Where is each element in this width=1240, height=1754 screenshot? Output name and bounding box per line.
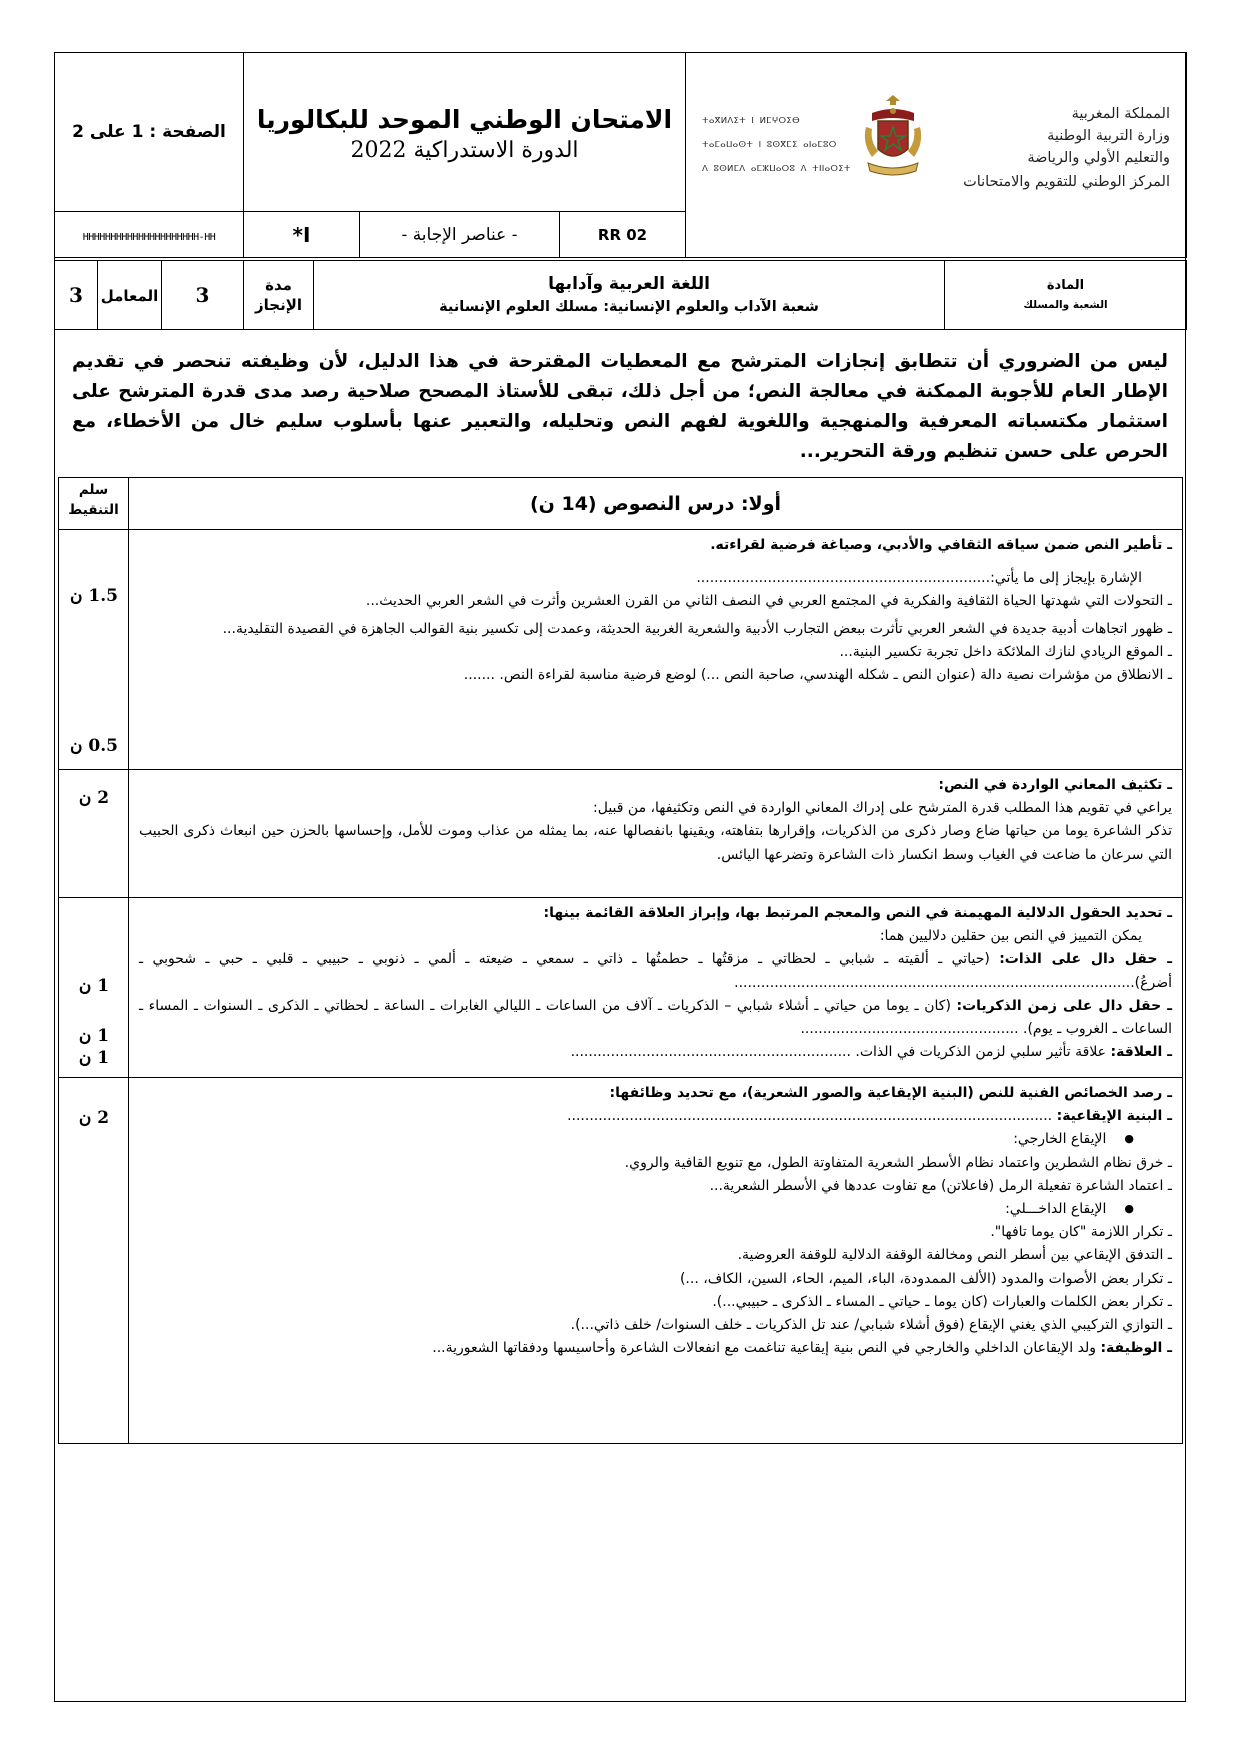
subject-branch: شعبة الآداب والعلوم الإنسانية: مسلك العلوم الإنسانية: [439, 298, 819, 315]
score-cell: [59, 1078, 129, 1444]
answer-block-context: [129, 530, 1183, 770]
field-text: علاقة تأثير سلبي لزمن الذكريات في الذات. ...............................................................: [570, 1044, 1111, 1061]
coefficient-label: المعامل: [100, 286, 159, 305]
exam-code: HHHHHHHHHHHHHHHHHHHHH-HH: [82, 232, 216, 243]
answer-line: [139, 948, 1172, 994]
field-text: (كان ـ يوما من حياتي ـ أشلاء شبابي – الذكريات ـ آلاف من الساعات ـ الليالي الغابرات ـ الساعة ـ لحظاتي ـ الذكرى ـ السنوات ـ المساء ـ الساعات ـ الغروب ـ يوم). .................................................: [139, 997, 1172, 1038]
answer-block-artistic: [129, 1078, 1183, 1444]
answer-elements-label: - عناصر الإجابة -: [401, 224, 518, 245]
ministry-logo-cell: [686, 53, 1187, 258]
score-value: 1 ن: [78, 1048, 110, 1068]
answer-line: ـ الموقع الريادي لنازك الملائكة داخل تجربة تكسير البنية...: [839, 643, 1172, 660]
score-value: 1 ن: [78, 1026, 110, 1046]
ministry-line: والتعليم الأولي والرياضة: [1027, 150, 1170, 166]
field-label: ـ العلاقة:: [1110, 1044, 1172, 1061]
subject-code: RR 02: [597, 226, 648, 244]
exam-header: [54, 52, 1187, 258]
ministry-line: المركز الوطني للتقويم والامتحانات: [963, 174, 1170, 190]
branch-label: الشعبة والمسلك: [1023, 299, 1108, 311]
field-text: .............................................................................................................: [567, 1108, 1057, 1125]
score-cell: [59, 770, 129, 898]
score-header-line: سلم: [78, 482, 109, 498]
page-number-cell: [55, 53, 244, 212]
ministry-line: وزارة التربية الوطنية: [1047, 128, 1170, 144]
answer-line: ـ الانطلاق من مؤشرات نصية دالة (عنوان النص ـ شكله الهندسي، صاحبة النص ...) لوضع فرضية مناسبة لقراءة النص. .......: [463, 667, 1172, 684]
tifinagh-line: ⵜⴰⵎⴰⵡⴰⵙⵜ ⵏ ⵓⵙⴳⵎⵉ ⴰⵏⴰⵎⵓⵔ: [702, 140, 837, 150]
answer-line: ● الإيقاع الخارجي:: [139, 1128, 1172, 1151]
answer-line: ـ خرق نظام الشطرين واعتماد نظام الأسطر الشعرية المتفاوتة الطول، مع تنويع القافية والروي.: [624, 1154, 1172, 1171]
coat-of-arms-icon: [858, 91, 928, 183]
answer-line: ـ اعتماد الشاعرة تفعيلة الرمل (فاعلاتن) مع تفاوت عددها في الأسطر الشعرية...: [709, 1177, 1172, 1194]
duration-label: مدة: [265, 275, 292, 294]
exam-title-cell: [244, 53, 686, 212]
tifinagh-line: ⴷ ⵓⵙⵍⵎⴷ ⴰⵎⵣⵡⴰⵔⵓ ⴷ ⵜⵏⵏⴰⵔⵉⵜ: [702, 164, 851, 174]
field-label: ـ الوظيفة:: [1100, 1340, 1172, 1357]
duration-label-2: الإنجاز: [254, 296, 303, 314]
block-title: ـ تحديد الحقول الدلالية المهيمنة في النص والمعجم المرتبط بها، وإبراز العلاقة القائمة بينها:: [543, 905, 1172, 921]
block-title: ـ تكثيف المعاني الواردة في النص:: [938, 777, 1172, 793]
answer-line: يراعي في تقويم هذا المطلب قدرة المترشح على إدراك المعاني الواردة في النص وتكثيفها، من قبيل:: [593, 800, 1172, 817]
score-value: 1 ن: [78, 976, 110, 996]
score-value: 0.5 ن: [70, 736, 118, 756]
answer-block-semantic-fields: [129, 898, 1183, 1078]
exam-session: الدورة الاستدراكية 2022: [350, 138, 579, 164]
field-label: المادة: [1046, 277, 1085, 293]
subject-code-cell: [560, 212, 686, 258]
score-cell: [59, 898, 129, 1078]
field-label: ـ البنية الإيقاعية:: [1056, 1108, 1172, 1125]
tifinagh-line: ⵜⴰⴳⵍⴷⵉⵜ ⵏ ⵍⵎⵖⵔⵉⴱ: [702, 116, 800, 126]
duration-label-cell: [244, 261, 314, 330]
score-value: 1.5 ن: [70, 586, 118, 606]
field-label: ـ حقل دال على الذات:: [999, 951, 1172, 968]
answer-line: ● الإيقاع الداخـــلي:: [139, 1198, 1172, 1221]
answer-line: ـ تكرار اللازمة "كان يوما تافها".: [990, 1224, 1172, 1241]
exam-title: الامتحان الوطني الموحد للبكالوريا: [256, 104, 673, 134]
score-value: 2 ن: [78, 1108, 110, 1128]
score-value: 2 ن: [78, 788, 110, 808]
score-header-line: التنقيط: [68, 502, 119, 518]
coefficient-value-cell: [55, 261, 98, 330]
answer-line: [139, 995, 1172, 1041]
score-header: [59, 478, 129, 530]
subject-info: [54, 260, 1187, 330]
answer-line: ـ التوازي التركيبي الذي يغني الإيقاع (فوق أشلاء شبابي/ عند تل الذكريات ـ خلف السنوات/ خلف ذاتي...).: [570, 1317, 1172, 1334]
field-text: (حياتي ـ ألقيته ـ شبابي ـ لحظاتي ـ مزقتُها ـ حطمتُها ـ ذاتي ـ سمعي ـ ضيعته ـ ألمي ـ ذنوبي ـ حبيبي ـ قلبي ـ حبي ـ شحوبي ـ أضرعُ)..........................................................................................: [139, 951, 1172, 991]
field-text: ولد الإيقاعان الداخلي والخارجي في النص بنية إيقاعية تناغمت مع انفعالات الشاعرة وأحاسيسها ودفقاتها الشعورية...: [432, 1340, 1101, 1357]
section-title: أولا: درس النصوص (14 ن): [129, 478, 1183, 530]
ministry-block: [963, 103, 1170, 193]
answer-line: [139, 1041, 1172, 1064]
answer-line: ـ التحولات التي شهدتها الحياة الثقافية والفكرية في المجتمع العربي في النصف الثاني من القرن العشرين وأثرت في الشعر العربي الحديث...: [365, 593, 1172, 610]
block-title: ـ رصد الخصائص الفنية للنص (البنية الإيقاعية والصور الشعرية)، مع تحديد وظائفها:: [609, 1085, 1172, 1101]
page-number: الصفحة : 1 على 2: [72, 122, 226, 142]
tifinagh-block: [702, 109, 851, 181]
field-label: ـ حقل دال على زمن الذكريات:: [956, 997, 1173, 1014]
ministry-line: المملكة المغربية: [1071, 106, 1170, 122]
answer-line: يمكن التمييز في النص بين حقلين دلاليين هما:: [879, 928, 1142, 945]
subject-name: اللغة العربية وآدابها: [548, 274, 710, 295]
answer-block-meanings: [129, 770, 1183, 898]
answer-line: تذكر الشاعرة يوما من حياتها ضاع وصار ذكرى من الذكريات، وإقرارها بتفاهته، ويقينها بانفصالها عنه، بما يمثله من عذاب وموت للأمل، وإحساسها بالحزن حين انبعاث ذكرى الحبيب التي سرعان ما ضاعت في الغياب وسط انكسار ذات الشاعرة وتضرعها اليائس.: [139, 823, 1172, 863]
duration-value-cell: [162, 261, 244, 330]
code-cell: [55, 212, 244, 258]
score-cell: [59, 530, 129, 770]
answer-line: ـ ظهور اتجاهات أدبية جديدة في الشعر العربي تأثرت ببعض التجارب الأدبية والشعرية الغربية الحديثة، وعمدت إلى تكسير بنية القوالب الجاهزة في القصيدة التقليدية...: [222, 620, 1172, 637]
subject-name-cell: [314, 261, 945, 330]
coefficient-label-cell: [98, 261, 162, 330]
answer-line: ـ تكرار بعض الكلمات والعبارات (كان يوما ـ حياتي ـ المساء ـ الذكرى ـ حبيبي...).: [712, 1293, 1172, 1310]
answers-table: [58, 477, 1183, 1444]
block-title: ـ تأطير النص ضمن سياقه الثقافي والأدبي، وصياغة فرضية لقراءته.: [710, 537, 1172, 553]
coefficient-value: 3: [69, 283, 83, 307]
intro-paragraph: ليس من الضروري أن تتطابق إنجازات المترشح مع المعطيات المقترحة في هذا الدليل، لأن وظيفته تنحصر في تقديم الإطار العام للأجوبة الممكنة في معالجة النص؛ من أجل ذلك، تبقى للأستاذ المصحح صلاحية رصد مدى قدرة المترشح على استثمار مكتسباته المعرفية والمنهجية واللغوية لفهم النص وتحليله، والتعبير عنها بأسلوب سليم خال من الأخطاء، مع الحرص على حسن تنظيم ورقة التحرير...: [72, 351, 1168, 462]
answer-line: الإشارة بإيجاز إلى ما يأتي:..................................................................: [696, 570, 1142, 587]
duration-value: 3: [195, 283, 210, 307]
mark-cell: [244, 212, 360, 258]
field-label-cell: [945, 261, 1187, 330]
answer-line: [139, 1105, 1172, 1128]
answer-line: ـ التدفق الإيقاعي بين أسطر النص ومخالفة الوقفة الدلالية للوقفة العروضية.: [737, 1247, 1172, 1264]
answer-line: [139, 1337, 1172, 1360]
answer-label-cell: [360, 212, 560, 258]
answer-line: ـ تكرار بعض الأصوات والمدود (الألف الممدودة، الباء، الميم، الحاء، السين، الكاف، ...): [679, 1270, 1172, 1287]
exam-mark: *I: [292, 222, 311, 247]
